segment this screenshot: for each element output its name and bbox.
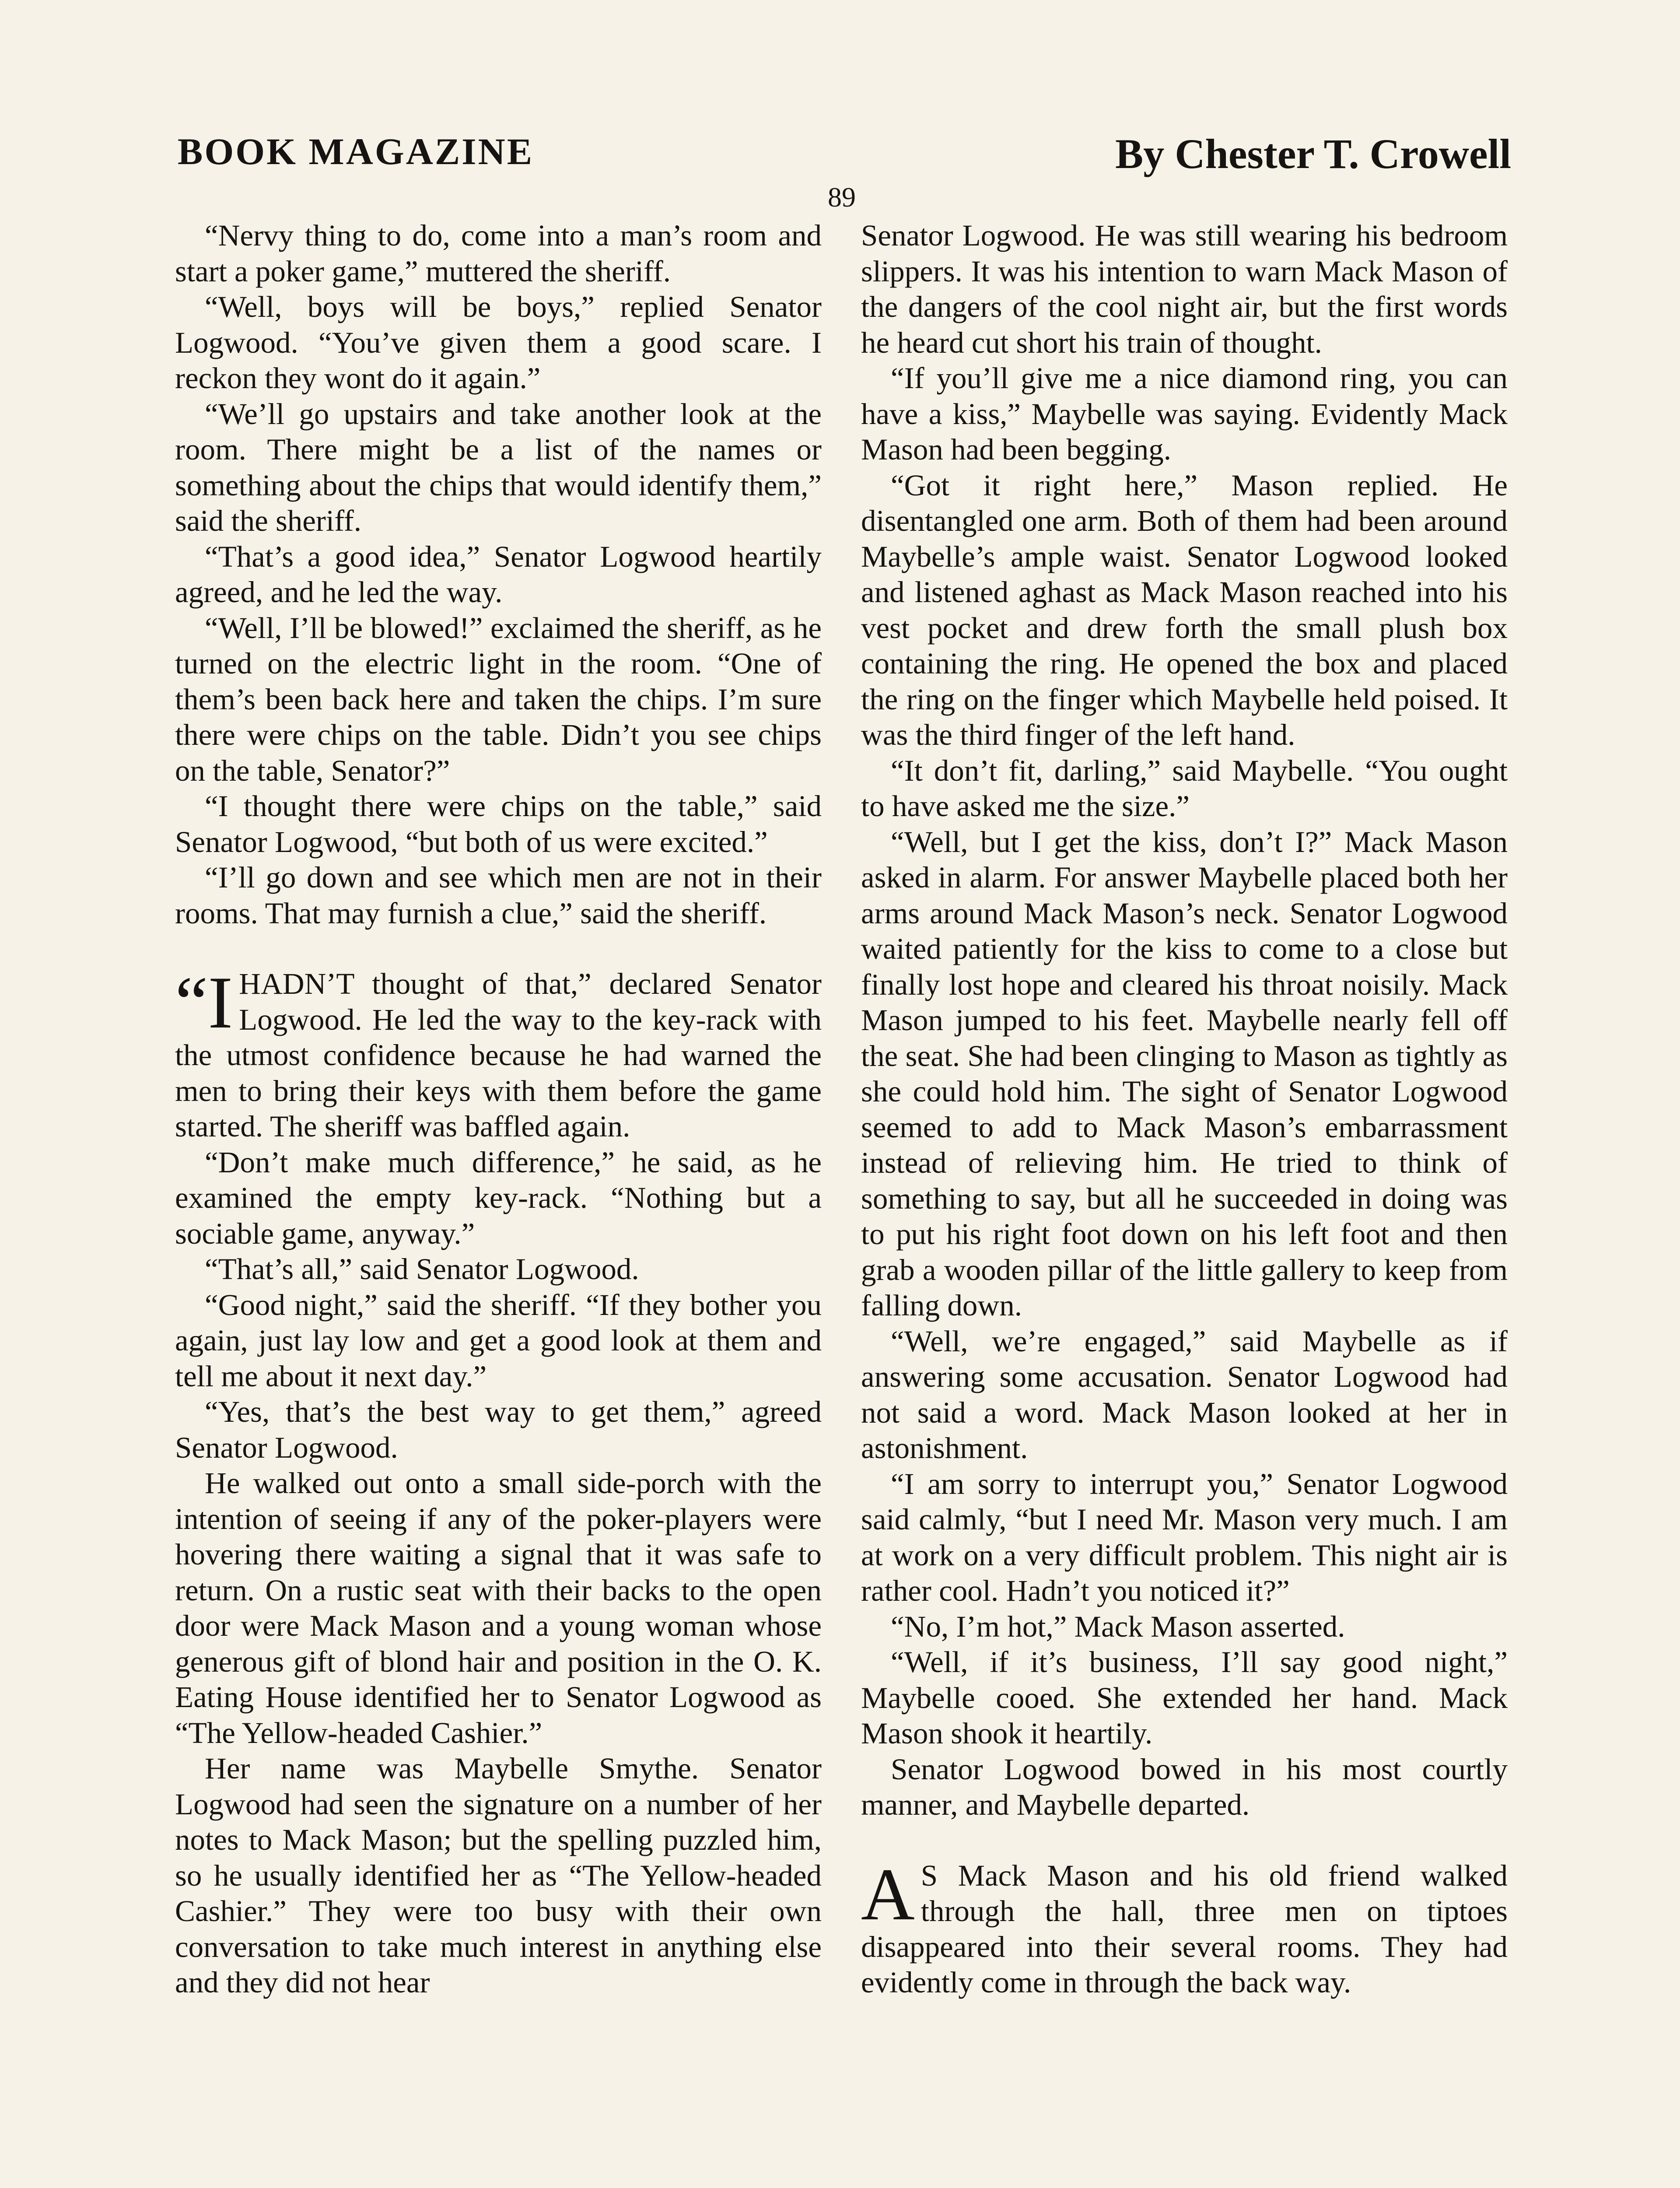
paragraph: “If you’ll give me a nice diamond ring, you can have a kiss,” Maybelle was saying. Evidently Mack Mason had been begging. <box>861 361 1508 466</box>
left-column <box>175 218 822 2001</box>
paragraph: Senator Logwood bowed in his most courtly manner, and Maybelle departed. <box>861 1752 1508 1821</box>
paragraph: “Got it right here,” Mason replied. He disentangled one arm. Both of them had been around Maybelle’s ample waist. Senator Logwood looked and listened aghast as Mack Mason reached into his vest pocket and drew forth the small plush box containing the ring. He opened the box and placed the ring on the finger which Maybelle held poised. It was the third finger of the left hand. <box>861 468 1508 751</box>
magazine-title: BOOK MAGAZINE <box>178 130 534 172</box>
paragraph: “Nervy thing to do, come into a man’s room and start a poker game,” muttered the sheriff. <box>175 219 822 288</box>
paragraph: He walked out onto a small side-porch with the intention of seeing if any of the poker-players were hovering there waiting a signal that it was safe to return. On a rustic seat with their backs to the open door were Mack Mason and a young woman whose generous gift of blond hair and position in the O. K. Eating House identified her to Senator Logwood as “The Yellow-headed Cashier.” <box>175 1466 822 1750</box>
paragraph: Her name was Maybelle Smythe. Senator Logwood had seen the signature on a number of her notes to Mack Mason; but the spelling puzzled him, so he usually identified her as “The Yellow-headed Cashier.” They were too busy with their own conversation to take much interest in anything else and they did not hear <box>175 1752 822 1999</box>
paragraph: “Well, but I get the kiss, don’t I?” Mack Mason asked in alarm. For answer Maybelle placed both her arms around Mack Mason’s neck. Senator Logwood waited patiently for the kiss to come to a close but finally lost hope and cleared his throat noisily. Mack Mason jumped to his feet. Maybelle nearly fell off the seat. She had been clinging to Mason as tightly as she could hold him. The sight of Senator Logwood seemed to add to Mack Mason’s embarrassment instead of relieving him. He tried to think of something to say, but all he succeeded in doing was to put his right foot down on his left foot and then grab a wooden pillar of the little gallery to keep from falling down. <box>861 825 1508 1322</box>
drop-cap: A <box>861 1853 915 1936</box>
paragraph: “Well, boys will be boys,” replied Senator Logwood. “You’ve given them a good scare. I reckon they wont do it again.” <box>175 290 822 395</box>
paragraph: “No, I’m hot,” Mack Mason asserted. <box>891 1609 1345 1643</box>
drop-cap: “I <box>175 961 233 1044</box>
paragraph-text: S Mack Mason and his old friend walked through the hall, three men on tiptoes disappeared into their several rooms. They had evidently come in through the back way. <box>861 1858 1508 1999</box>
paragraph: “We’ll go upstairs and take another look at the room. There might be a list of the names or something about the chips that would identify them,” said the sheriff. <box>175 397 822 537</box>
paragraph: “Well, we’re engaged,” said Maybelle as if answering some accusation. Senator Logwood had not said a word. Mack Mason looked at her in astonishment. <box>861 1324 1508 1465</box>
paragraph: “Good night,” said the sheriff. “If they bother you again, just lay low and get a good look at them and tell me about it next day.” <box>175 1288 822 1393</box>
section-opening-paragraph <box>175 961 822 1145</box>
paragraph: “Yes, that’s the best way to get them,” agreed Senator Logwood. <box>175 1395 822 1464</box>
paragraph: “I’ll go down and see which men are not in their rooms. That may furnish a clue,” said the sheriff. <box>175 861 822 930</box>
paragraph: “Well, if it’s business, I’ll say good night,” Maybelle cooed. She extended her hand. Mack Mason shook it heartily. <box>861 1645 1508 1750</box>
paragraph: “Well, I’ll be blowed!” exclaimed the sheriff, as he turned on the electric light in the room. “One of them’s been back here and taken the chips. I’m sure there were chips on the table. Didn’t you see chips on the table, Senator?” <box>175 611 822 787</box>
paragraph-text: HADN’T thought of that,” declared Senator Logwood. He led the way to the key-rack with the utmost confidence because he had warned the men to bring their keys with them before the game started. The sheriff was baffled again. <box>175 967 822 1143</box>
right-column <box>861 218 1508 2001</box>
paragraph: “Don’t make much difference,” he said, as he examined the empty key-rack. “Nothing but a sociable game, anyway.” <box>175 1145 822 1250</box>
paragraph: “That’s a good idea,” Senator Logwood heartily agreed, and he led the way. <box>175 540 822 609</box>
section-opening-paragraph <box>861 1853 1508 2001</box>
paragraph: “It don’t fit, darling,” said Maybelle. “You ought to have asked me the size.” <box>861 754 1508 823</box>
paragraph: “That’s all,” said Senator Logwood. <box>205 1252 639 1286</box>
page-number: 89 <box>828 182 856 213</box>
paragraph: “I thought there were chips on the table,” said Senator Logwood, “but both of us were excited.” <box>175 789 822 859</box>
paragraph: Senator Logwood. He was still wearing his bedroom slippers. It was his intention to warn Mack Mason of the dangers of the cool night air, but the first words he heard cut short his train of thought. <box>861 219 1508 359</box>
paragraph: “I am sorry to interrupt you,” Senator Logwood said calmly, “but I need Mr. Mason very much. I am at work on a very difficult problem. This night air is rather cool. Hadn’t you noticed it?” <box>861 1467 1508 1607</box>
author-byline: By Chester T. Crowell <box>1115 130 1511 177</box>
